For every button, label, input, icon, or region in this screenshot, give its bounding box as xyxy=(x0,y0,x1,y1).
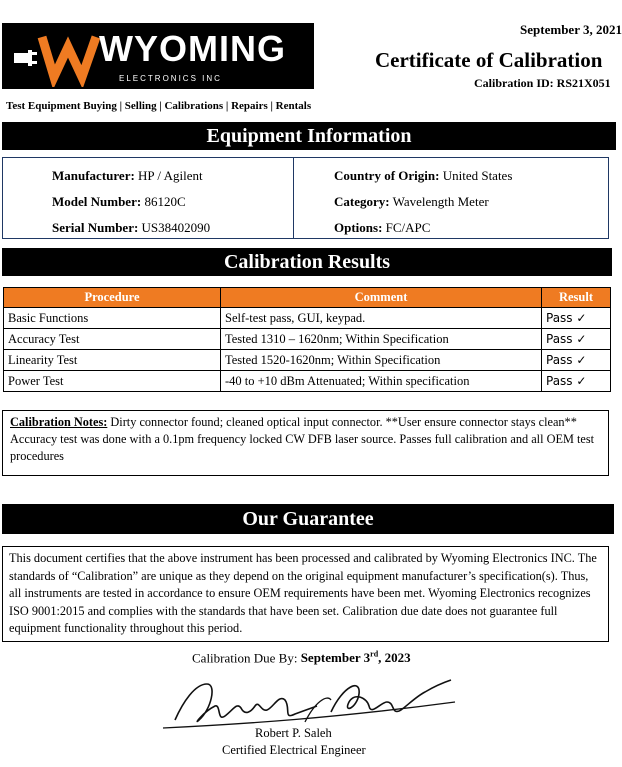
equipment-info-box xyxy=(2,157,609,239)
results-table xyxy=(3,287,611,392)
guarantee-box xyxy=(2,546,609,642)
column-header-procedure: Procedure xyxy=(4,288,221,308)
comment-cell: -40 to +10 dBm Attenuated; Within specification xyxy=(221,371,542,392)
handwritten-signature-icon xyxy=(155,672,460,734)
country-row xyxy=(334,168,512,184)
due-suffix: rd xyxy=(370,650,379,659)
manufacturer-label: Manufacturer: xyxy=(52,168,135,183)
equipment-divider xyxy=(293,158,294,238)
guarantee-heading: Our Guarantee xyxy=(2,504,614,534)
due-label: Calibration Due By: xyxy=(192,650,298,666)
comment-cell: Self-test pass, GUI, keypad. xyxy=(221,308,542,329)
signer-title: Certified Electrical Engineer xyxy=(222,743,366,757)
country-value: United States xyxy=(442,168,513,183)
options-value: FC/APC xyxy=(385,220,431,235)
manufacturer-row xyxy=(52,168,203,184)
table-row xyxy=(4,350,611,371)
procedure-cell: Accuracy Test xyxy=(4,329,221,350)
manufacturer-value: HP / Agilent xyxy=(138,168,203,183)
procedure-cell: Basic Functions xyxy=(4,308,221,329)
table-row xyxy=(4,329,611,350)
calibration-id-label: Calibration ID: xyxy=(474,76,554,90)
calibration-id xyxy=(474,76,611,91)
result-cell: Pass ✓ xyxy=(542,308,611,329)
certificate-date: September 3, 2021 xyxy=(520,22,622,37)
column-header-comment: Comment xyxy=(221,288,542,308)
calibration-notes-box xyxy=(2,410,609,476)
plug-w-logo-icon xyxy=(10,27,105,87)
table-row xyxy=(4,308,611,329)
serial-value: US38402090 xyxy=(141,220,211,235)
result-cell: Pass ✓ xyxy=(542,371,611,392)
column-header-result: Result xyxy=(542,288,611,308)
category-value: Wavelength Meter xyxy=(392,194,489,209)
notes-text: Dirty connector found; cleaned optical input connector. **User ensure connector stays clean** Accuracy test was done with a 0.1pm frequency locked CW DFB laser source. Passes full calibration and all OEM test procedures xyxy=(10,415,595,463)
notes-label: Calibration Notes: xyxy=(10,415,108,429)
guarantee-text: This document certifies that the above instrument has been processed and calibrated by Wyoming Electronics INC. The standards of “Calibration” are unique as they depend on the original equipment manufacturer’s specification(s). Thus, all instruments are tested in accordance to ensure OEM requirements have been met. Wyoming Electronics recognizes ISO 9001:2015 and complies with the standards that have been set. Calibration due date does not guarantee full equipment functionality throughout this period. xyxy=(9,551,597,635)
serial-label: Serial Number: xyxy=(52,220,139,235)
model-value: 86120C xyxy=(144,194,186,209)
logo-subtitle: ELECTRONICS INC xyxy=(119,74,222,83)
procedure-cell: Power Test xyxy=(4,371,221,392)
calibration-due-line xyxy=(192,650,411,666)
options-label: Options: xyxy=(334,220,383,235)
model-label: Model Number: xyxy=(52,194,142,209)
category-label: Category: xyxy=(334,194,390,209)
results-heading: Calibration Results xyxy=(2,248,612,276)
due-date xyxy=(301,650,411,665)
result-cell: Pass ✓ xyxy=(542,350,611,371)
country-label: Country of Origin: xyxy=(334,168,440,183)
certificate-title: Certificate of Calibration xyxy=(375,48,603,72)
comment-cell: Tested 1520-1620nm; Within Specification xyxy=(221,350,542,371)
calibration-id-value: RS21X051 xyxy=(556,76,611,90)
category-row xyxy=(334,194,489,210)
company-tagline: Test Equipment Buying | Selling | Calibrations | Repairs | Rentals xyxy=(6,100,312,112)
options-row xyxy=(334,220,430,236)
serial-row xyxy=(52,220,210,236)
comment-cell: Tested 1310 – 1620nm; Within Specification xyxy=(221,329,542,350)
result-cell: Pass ✓ xyxy=(542,329,611,350)
results-header-row xyxy=(4,288,611,308)
signer-name: Robert P. Saleh xyxy=(255,726,332,740)
logo-wordmark: WYOMING xyxy=(99,28,286,69)
model-row xyxy=(52,194,186,210)
due-year: , 2023 xyxy=(378,650,411,666)
procedure-cell: Linearity Test xyxy=(4,350,221,371)
due-month-day: September 3 xyxy=(300,650,371,666)
table-row xyxy=(4,371,611,392)
company-logo xyxy=(2,23,314,89)
equipment-heading: Equipment Information xyxy=(2,122,616,150)
